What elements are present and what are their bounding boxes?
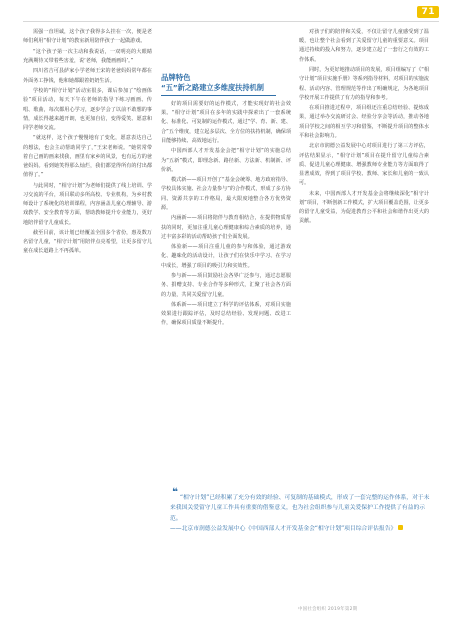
- column-middle: [161, 73, 291, 330]
- paragraph: 中国西部人才开发基金会把“相守计划”的实施总结为“五新”模式，即理念新、路径新、方法新、机制新、评价新。: [161, 148, 291, 173]
- end-mark-icon: [398, 525, 403, 530]
- section-rule: [161, 95, 276, 96]
- header-rule: [23, 21, 439, 22]
- section-header: [161, 73, 291, 96]
- paragraph: 内涵新——项目将陪伴与教育相结合，在提供物质帮扶的同时，更加注重儿童心理健康和综合素质的培养，通过丰富多彩的活动帮助孩子们全面发展。: [161, 215, 291, 240]
- paragraph: 对孩子们的陪伴和关爱，不仅让留守儿童感受到了温暖，也让整个社会看到了关爱留守儿童的重要意义。项目通过持续的投入和努力，逐步建立起了一套行之有效的工作体系。: [299, 29, 429, 63]
- section-title: “五”新之路建立多维度扶持机制: [161, 83, 264, 92]
- column-right: [299, 28, 429, 228]
- paragraph: “就这样，这个孩子慢慢地有了变化，愿意表达自己的想法，也会主动帮助同学了，”王宋老师说。“她常常带着自己画的画来找我，画里有家乡的风景，也有远方的爸爸妈妈。看到她笑得那么灿烂，我们都觉得所有的付出都值得了。”: [23, 135, 152, 179]
- paragraph: 模式新——项目开创了“基金会统筹、地方政府指导、学校具体实施、社会力量参与”的合作模式，形成了多方协同、资源共享的工作格局，最大限度地整合各方优势资源。: [161, 177, 291, 211]
- paragraph: 四川省吉可县萨家小学老师王宋的老爸妈妈常年都在外面务工挣钱，他和她都跟着奶奶生活。: [23, 68, 152, 84]
- footer: 中国社会组织 2019年第2期: [298, 607, 358, 612]
- paragraph: 参与新——项目鼓励社会各界广泛参与，通过志愿服务、捐赠支持、专业合作等多种形式，汇聚了社会各方面的力量，共同关爱留守儿童。: [161, 273, 291, 298]
- page-number: 71: [417, 6, 439, 18]
- column-left: [23, 28, 152, 258]
- paragraph: 体验新——项目注重儿童的参与和体验，通过游戏化、趣味化的活动设计，让孩子们在快乐中学习、在学习中成长，增强了项目的吸引力和实效性。: [161, 244, 291, 269]
- quote-text: “相守计划”已经积累了充分有效的经验、可复制的基础模式，形成了一套完整的运作体系，对于未来我国关爱留守儿童工作具有重要的借鉴意义，也为社会组织参与儿童关爱保护工作提供了有益的示范。: [170, 495, 430, 522]
- paragraph: 需强一直坦诚，这个孩子我得多么挂在一次，便是老师们利用“相守计划”的教室新用陪伴孩子一起做游戏。: [23, 29, 152, 45]
- paragraph: “这个孩子第一次主动和我说话，一双明亮的大眼睛充满期待又带着些害羞，说‘老师，我能画画吗’。”: [23, 48, 152, 64]
- paragraph: 截至目前，该计划已经覆盖全国多个省份，惠及数万名留守儿童，“相守计划”用陪伴点亮希望，让更多留守儿童在成长道路上不再孤单。: [23, 230, 152, 255]
- paragraph: 北京市润德公益发展中心对项目进行了第三方评估，评估结果显示，“相守计划”项目在提升留守儿童综合素质、促进儿童心理健康、增强教师专业能力等方面取得了显著成效，得到了项目学校、教师、家长和儿童的一致认可。: [299, 143, 429, 187]
- paragraph: 好的项目需要好的运作模式，才能实现好的社会效果。“相守计划”项目在多年的实践中探索出了一套系统化、标准化、可复制的运作模式，通过“学、育、新、建、合”五个维度，建立起多层次、全方位的扶持机制，确保项目能够持续、高效地运行。: [161, 101, 291, 144]
- section-tag: 品牌特色: [161, 73, 191, 82]
- quote-source: ——北京市润德公益发展中心《中国西部人才开发基金会“相守计划”项目综合评估报告》: [170, 526, 397, 533]
- paragraph: 与此同时，“相守计划”为老师们提供了线上培训、学习交流的平台，项目联动多所高校、专业机构，为乡村教师设计了系统化的培训课程，内容涵盖儿童心理辅导、游戏教学、安全教育等方面，帮助教师提升专业能力，更好地陪伴留守儿童成长。: [23, 182, 152, 226]
- paragraph: 未来，中国西部人才开发基金会将继续深化“相守计划”项目，不断创新工作模式，扩大项目覆盖范围，让更多的留守儿童受益，为促进教育公平和社会和谐作出更大的贡献。: [299, 190, 429, 225]
- pull-quote: [170, 493, 432, 535]
- paragraph: 学校的“相守计划”活动室很多，课后参加了“绘画体验”项目活动，每天下午在老师的指导下练习画画、传唱、歌曲，每次都用心学习，逐步学会了以前不敢想的事情，成长得越来越开朗，也更加自信，变得爱笑、愿意和同学老师交流。: [23, 88, 152, 131]
- quote-attribution: [170, 524, 432, 534]
- paragraph: 同时，为更好地推动项目的发展，项目组编写了《“相守计划”项目实施手册》等系列指导材料，对项目的实施流程、活动内容、管理规范等作出了明确规定，为各地项目学校开展工作提供了有力的指导和参考。: [299, 67, 429, 101]
- paragraph: 在项目推进过程中，项目组还注重总结经验、提炼成果，通过举办交流研讨会、经验分享会等活动，推动各地项目学校之间的相互学习和借鉴，不断提升项目的整体水平和社会影响力。: [299, 105, 429, 139]
- paragraph: 体系新——项目建立了科学的评估体系，对项目实施效果进行跟踪评估，及时总结经验、发现问题、改进工作，确保项目质量不断提升。: [161, 302, 291, 327]
- quote-mark-icon: ❝: [172, 487, 178, 498]
